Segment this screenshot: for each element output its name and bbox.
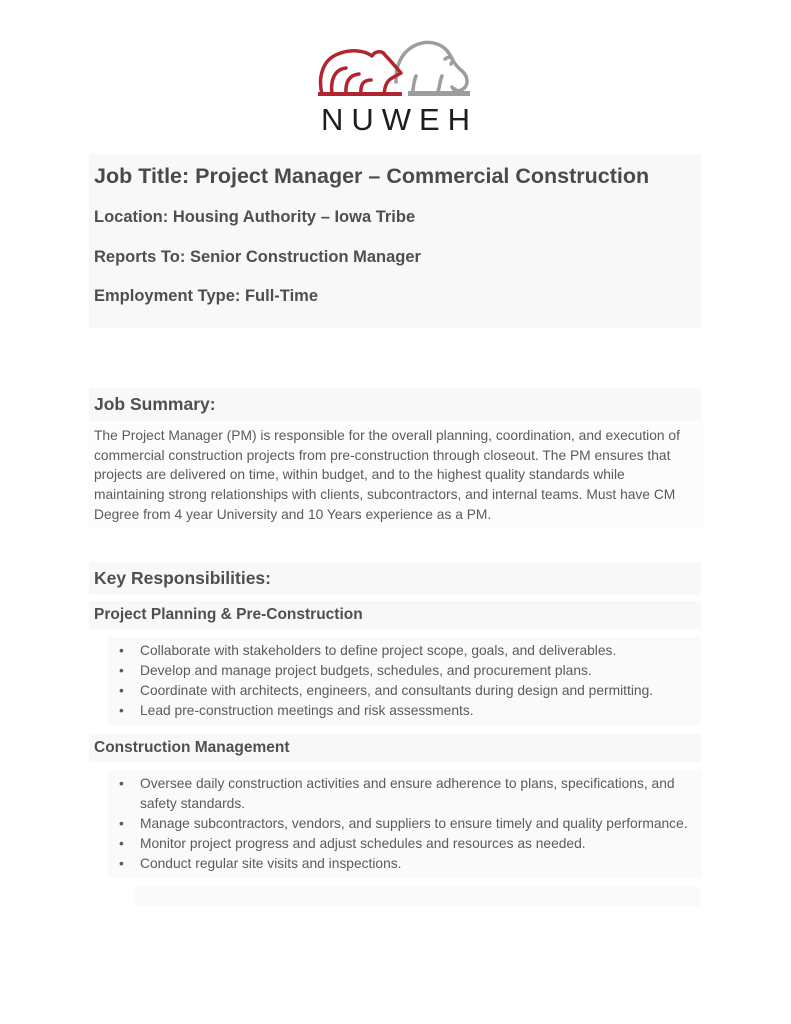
company-logo xyxy=(311,36,481,138)
brand-name: NUWEH xyxy=(320,102,479,137)
logo-animals xyxy=(316,36,476,100)
list-item: • Develop and manage project budgets, schedules, and procurement plans. xyxy=(108,661,693,681)
bison-icon xyxy=(395,42,466,94)
list-item: • Monitor project progress and adjust schedules and resources as needed. xyxy=(108,834,693,854)
list-item: • Manage subcontractors, vendors, and suppliers to ensure timely and quality performance. xyxy=(108,814,693,834)
list-item: • Lead pre-construction meetings and risk assessments. xyxy=(108,701,693,721)
project-planning-bullet-list xyxy=(108,637,701,725)
job-summary-heading: Job Summary: xyxy=(89,388,701,421)
key-responsibilities-heading: Key Responsibilities: xyxy=(89,562,701,595)
list-item: • Conduct regular site visits and inspections. xyxy=(108,854,693,874)
job-employment-type: Employment Type: Full-Time xyxy=(94,287,318,306)
bison-ground-line xyxy=(408,91,470,96)
list-item: • Collaborate with stakeholders to define project scope, goals, and deliverables. xyxy=(108,641,693,661)
section-heading-construction-management: Construction Management xyxy=(89,734,701,762)
job-summary-text: The Project Manager (PM) is responsible for the overall planning, coordination, and execution of commercial construction projects from pre-construction through closeout. The PM ensures that projects are delivered on time, within budget, and to the highest quality standards while maintaining strong relationships with clients, subcontractors, and internal teams. Must have CM Degree from 4 year University and 10 Years experience as a PM. xyxy=(89,424,703,529)
list-item: • Coordinate with architects, engineers, and consultants during design and permitting. xyxy=(108,681,693,701)
job-title-block xyxy=(89,154,701,328)
section-heading-project-planning: Project Planning & Pre-Construction xyxy=(89,601,701,629)
construction-management-bullet-list xyxy=(108,770,701,878)
job-location: Location: Housing Authority – Iowa Tribe xyxy=(94,207,416,226)
empty-highlight-bar xyxy=(135,887,700,906)
job-title: Job Title: Project Manager – Commercial Construction xyxy=(94,164,650,188)
bear-icon xyxy=(320,51,400,94)
bear-ground-line xyxy=(318,92,402,96)
list-item: • Oversee daily construction activities and ensure adherence to plans, specifications, and safety standards. xyxy=(108,774,693,814)
job-reports-to: Reports To: Senior Construction Manager xyxy=(94,247,421,266)
